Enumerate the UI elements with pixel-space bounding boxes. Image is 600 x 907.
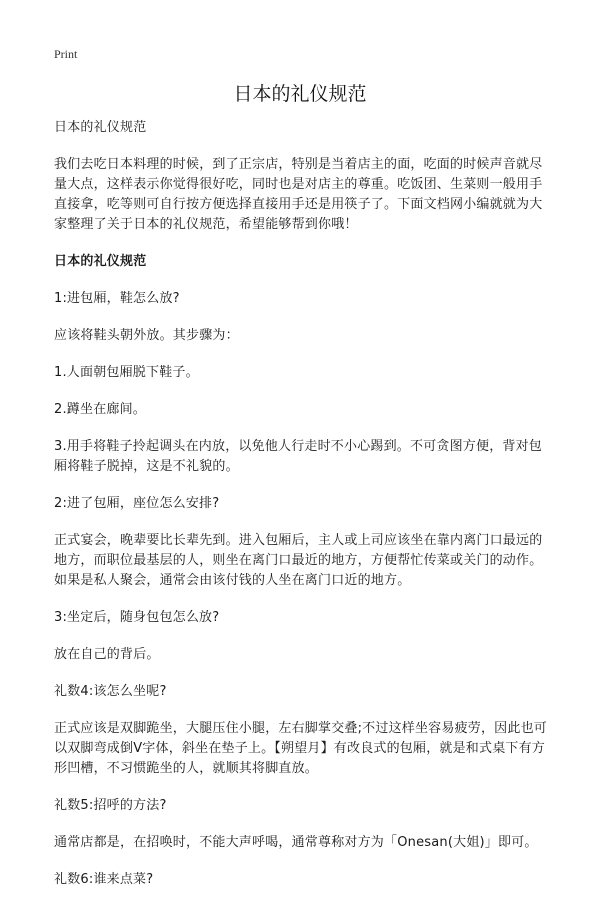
page-title: 日本的礼仪规范 (233, 83, 367, 105)
section-heading: 日本的礼仪规范 (54, 254, 147, 269)
answer-paragraph: 正式应该是双脚跪坐，大腿压住小腿，左右脚掌交叠;不过这样坐容易疲劳，因此也可以双脚弯成倒V字体，斜坐在垫子上。【朔望月】有改良式的包厢，就是和式桌下有方形凹槽，不习惯跪坐的人，就顺其将脚直放。 (54, 721, 547, 776)
article-body (54, 118, 554, 907)
step-item: 3.用手将鞋子拎起调头在内放，以免他人行走时不小心踢到。不可贪图方便，背对包厢将鞋子脱掉，这是不礼貌的。 (54, 439, 543, 474)
step-item: 2.蹲坐在廊间。 (54, 402, 147, 417)
answer-paragraph: 应该将鞋头朝外放。其步骤为： (54, 328, 239, 343)
question-4: 礼数4:该怎么坐呢? (54, 684, 167, 699)
answer-paragraph: 通常店都是，在招唤时，不能大声呼喝，通常尊称对方为「Onesan(大姐)」即可。 (54, 835, 538, 850)
question-6: 礼数6:谁来点菜? (54, 872, 154, 887)
article-subtitle: 日本的礼仪规范 (54, 120, 147, 135)
answer-paragraph: 放在自己的背后。 (54, 647, 160, 662)
question-3: 3:坐定后，随身包包怎么放? (54, 610, 220, 625)
question-5: 礼数5:招呼的方法? (54, 798, 167, 813)
intro-paragraph: 我们去吃日本料理的时候，到了正宗店，特别是当着店主的面，吃面的时候声音就尽量大点，这样表示你觉得很好吃，同时也是对店主的尊重。吃饭团、生菜则一般用手直接拿，吃等则可自行按方便选择直接用手还是用筷子了。下面文档网小编就就为大家整理了关于日本的礼仪规范，希望能够帮到你哦！ (54, 157, 543, 232)
step-item: 1.人面朝包厢脱下鞋子。 (54, 365, 199, 380)
question-1: 1:进包厢，鞋怎么放? (54, 291, 180, 306)
question-2: 2:进了包厢，座位怎么安排? (54, 496, 220, 511)
answer-paragraph: 正式宴会，晚辈要比长辈先到。进入包厢后，主人或上司应该坐在靠内离门口最远的地方，而职位最基层的人，则坐在离门口最近的地方，方便帮忙传菜或关门的动作。如果是私人聚会，通常会由该付钱的人坐在离门口近的地方。 (54, 533, 543, 588)
print-link[interactable]: Print (54, 47, 78, 61)
